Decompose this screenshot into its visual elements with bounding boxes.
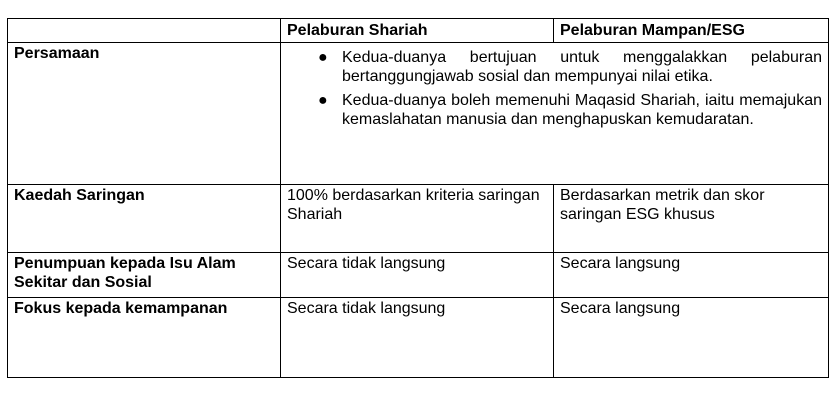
list-item	[318, 48, 822, 86]
header-row	[8, 19, 829, 43]
row-label-kaedah-saringan: Kaedah Saringan	[8, 185, 281, 253]
comparison-table	[7, 18, 829, 378]
cell-shariah-penumpuan: Secara tidak langsung	[281, 253, 554, 298]
cell-shariah-fokus: Secara tidak langsung	[281, 298, 554, 378]
list-item	[318, 91, 822, 129]
list-item-text: Kedua-duanya bertujuan untuk menggalakkan pelaburan bertanggungjawab sosial dan mempunyai nilai etika.	[342, 49, 822, 85]
merged-cell-persamaan	[281, 43, 829, 185]
table-row-kaedah-saringan	[8, 185, 829, 253]
bullet-icon: ●	[318, 92, 328, 109]
row-label-fokus: Fokus kepada kemampanan	[8, 298, 281, 378]
cell-esg-kaedah: Berdasarkan metrik dan skor saringan ESG khusus	[554, 185, 829, 253]
header-esg: Pelaburan Mampan/ESG	[554, 19, 829, 43]
cell-esg-fokus: Secara langsung	[554, 298, 829, 378]
cell-shariah-kaedah: 100% berdasarkan kriteria saringan Shariah	[281, 185, 554, 253]
cell-esg-penumpuan: Secara langsung	[554, 253, 829, 298]
header-cell-empty	[8, 19, 281, 43]
table-row-penumpuan	[8, 253, 829, 298]
table-row-fokus	[8, 298, 829, 378]
bullet-icon: ●	[318, 49, 328, 66]
row-label-penumpuan: Penumpuan kepada Isu Alam Sekitar dan Sosial	[8, 253, 281, 298]
bullet-list	[287, 48, 822, 129]
header-shariah: Pelaburan Shariah	[281, 19, 554, 43]
list-item-text: Kedua-duanya boleh memenuhi Maqasid Shariah, iaitu memajukan kemaslahatan manusia dan menghapuskan kemudaratan.	[342, 92, 822, 128]
table-row-persamaan	[8, 43, 829, 185]
row-label-persamaan: Persamaan	[8, 43, 281, 185]
